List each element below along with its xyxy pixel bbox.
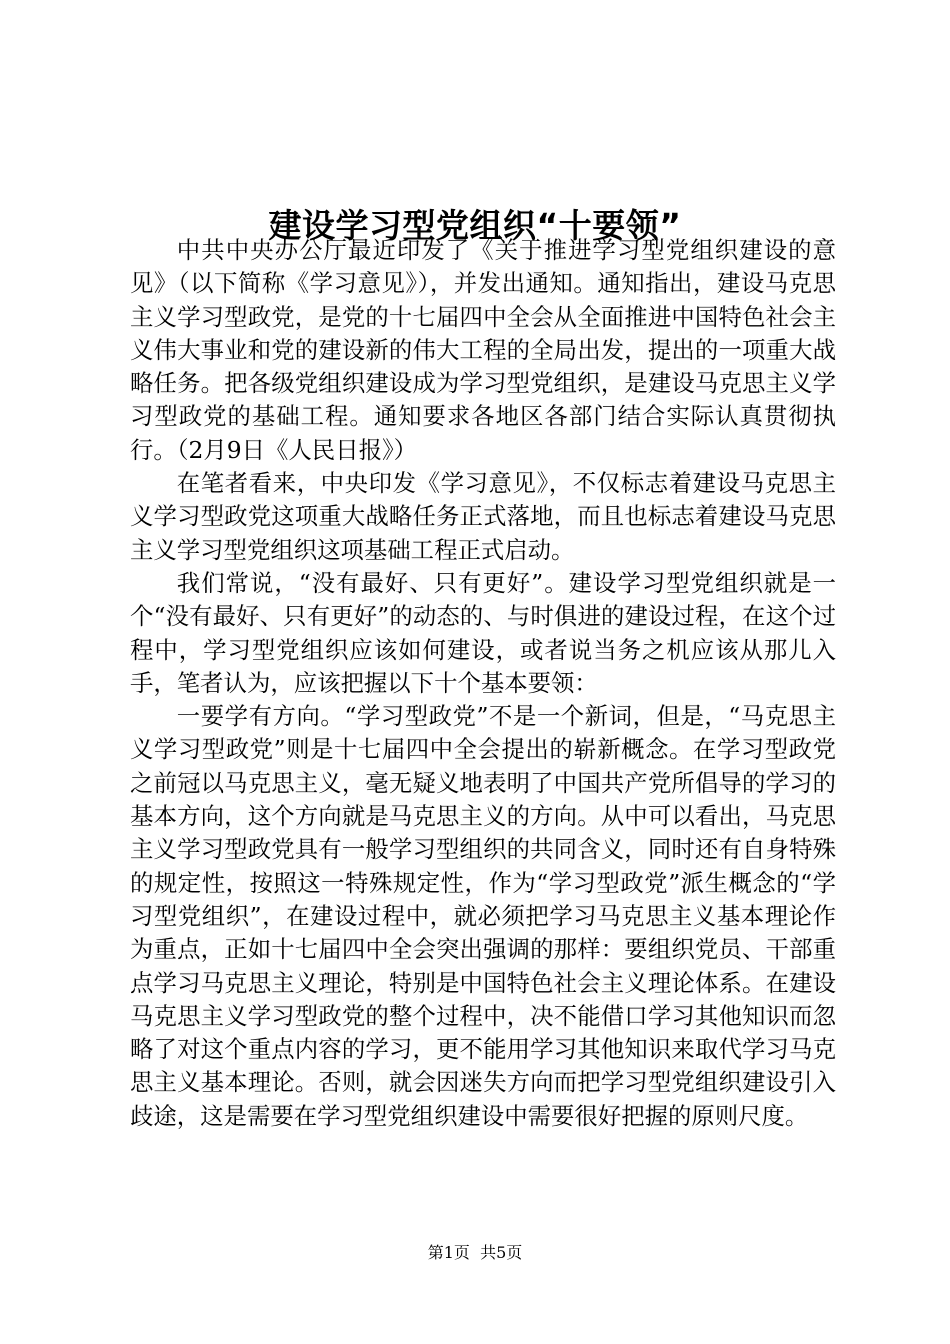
footer-separator: [470, 1243, 480, 1262]
document-body: [130, 234, 836, 1133]
paragraph-intro: 中共中央办公厅最近印发了《关于推进学习型党组织建设的意见》（以下简称《学习意见》），并发出通知。通知指出，建设马克思主义学习型政党，是党的十七届四中全会从全面推进中国特色社会主义伟大事业和党的建设新的伟大工程的全局出发，提出的一项重大战略任务。把各级党组织建设成为学习型党组织，是建设马克思主义学习型政党的基础工程。通知要求各地区各部门结合实际认真贯彻执行。（2月9日《人民日报》）: [130, 236, 836, 464]
paragraph-ten-points-intro: 我们常说，“没有最好、只有更好”。建设学习型党组织就是一个“没有最好、只有更好”的动态的、与时俱进的建设过程，在这个过程中，学习型党组织应该如何建设，或者说当务之机应该从那儿入手，笔者认为，应该把握以下十个基本要领：: [130, 568, 836, 697]
paragraph-point-one: 一要学有方向。“学习型政党”不是一个新词，但是，“马克思主义学习型政党”则是十七届四中全会提出的崭新概念。在学习型政党之前冠以马克思主义，毫无疑义地表明了中国共产党所倡导的学习的基本方向，这个方向就是马克思主义的方向。从中可以看出，马克思主义学习型政党具有一般学习型组织的共同含义，同时还有自身特殊的规定性，按照这一特殊规定性，作为“学习型政党”派生概念的“学习型党组织”，在建设过程中，就必须把学习马克思主义基本理论作为重点，正如十七届四中全会突出强调的那样：要组织党员、干部重点学习马克思主义理论，特别是中国特色社会主义理论体系。在建设马克思主义学习型政党的整个过程中，决不能借口学习其他知识而忽略了对这个重点内容的学习，更不能用学习其他知识来取代学习马克思主义基本理论。否则，就会因迷失方向而把学习型党组织建设引入歧途，这是需要在学习型党组织建设中需要很好把握的原则尺度。: [130, 702, 836, 1130]
page-number-current: 第1页: [427, 1243, 470, 1262]
document-title: 建设学习型党组织“十要领”: [268, 206, 682, 246]
page-footer: [0, 1242, 950, 1264]
page-number-total: 共5页: [480, 1243, 523, 1262]
paragraph-author-view: 在笔者看来，中央印发《学习意见》，不仅标志着建设马克思主义学习型政党这项重大战略任务正式落地，而且也标志着建设马克思主义学习型党组织这项基础工程正式启动。: [130, 469, 836, 564]
